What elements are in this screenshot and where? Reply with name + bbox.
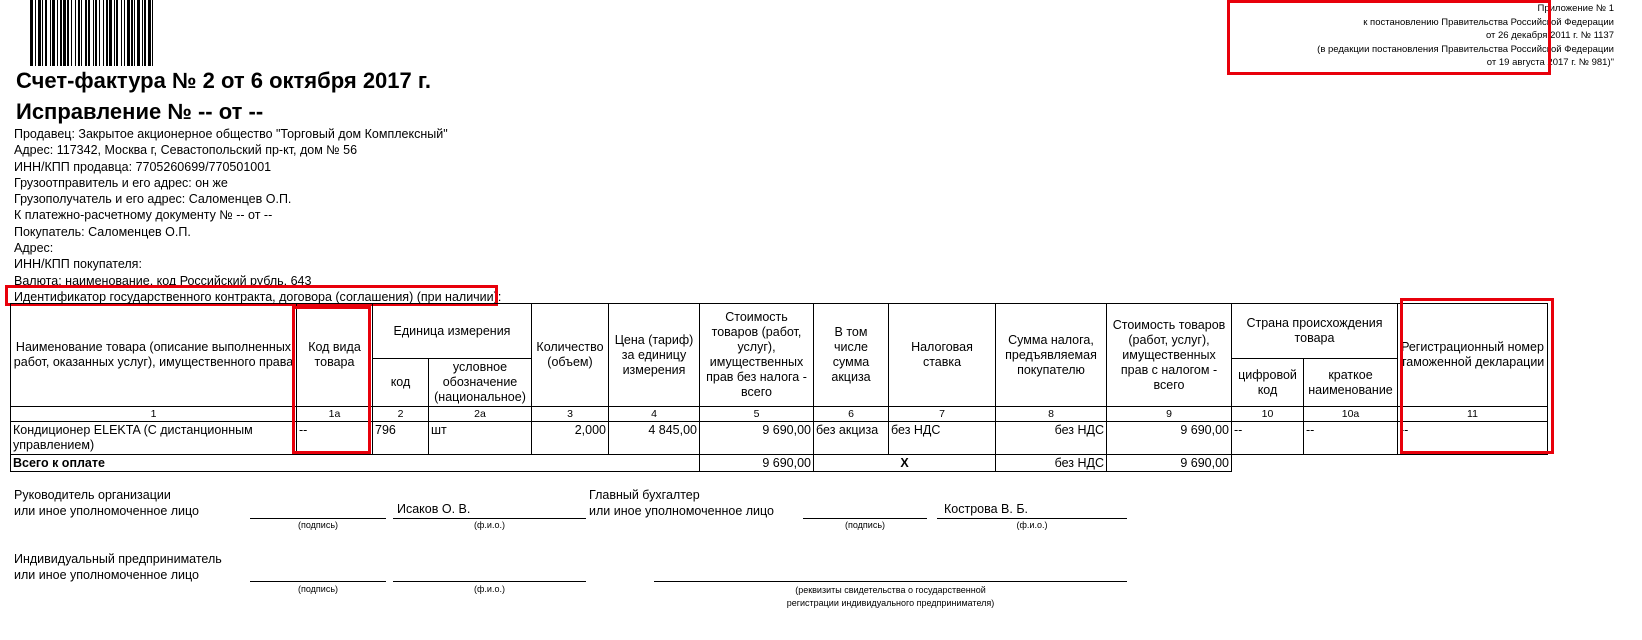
barcode-bar <box>85 0 87 66</box>
header-type-code: Код вида товара <box>297 304 373 407</box>
total-row <box>11 455 1548 472</box>
barcode-bar <box>67 0 69 66</box>
col-number: 6 <box>814 407 889 422</box>
header-price: Цена (тариф) за единицу измерения <box>609 304 700 407</box>
col-number: 2 <box>373 407 429 422</box>
barcode-bar <box>137 0 140 66</box>
column-numbers-row <box>11 407 1548 422</box>
table-row <box>11 422 1548 455</box>
cell-name: Кондиционер ELEKTA (С дистанционным управлением) <box>11 422 297 455</box>
contract-id: Идентификатор государственного контракта, договора (соглашения) (при наличии): <box>14 289 502 304</box>
col-number: 5 <box>700 407 814 422</box>
buyer-address: Адрес: <box>14 241 54 256</box>
header-tax-sum: Сумма налога, предъявляемая покупателю <box>996 304 1107 407</box>
header-cost-no-tax: Стоимость товаров (работ, услуг), имущественных прав без налога - всего <box>700 304 814 407</box>
header-unit: Единица измерения <box>373 304 532 359</box>
head-fio-line <box>393 518 586 519</box>
barcode-bar <box>50 0 51 66</box>
seller-address: Адрес: 117342, Москва г, Севастопольский пр-кт, дом № 56 <box>14 143 358 158</box>
barcode-bar <box>114 0 115 66</box>
appendix-line: Приложение № 1 <box>1537 3 1614 14</box>
head-name: Исаков О. В. <box>397 502 471 516</box>
ip-label-line2: или иное уполномоченное лицо <box>14 568 200 582</box>
cell-unit-code: 796 <box>373 422 429 455</box>
seller: Продавец: Закрытое акционерное общество "Торговый дом Комплексный" <box>14 127 448 141</box>
total-label: Всего к оплате <box>11 455 700 472</box>
total-cost-with-tax: 9 690,00 <box>1107 455 1232 472</box>
cell-reg-number: -- <box>1398 422 1548 455</box>
caption-fio: (ф.и.о.) <box>1016 520 1048 530</box>
cell-country-code: -- <box>1232 422 1304 455</box>
caption-registration-line2: регистрации индивидуального предпринимателя) <box>786 598 995 608</box>
barcode-bar <box>93 0 94 66</box>
col-number: 4 <box>609 407 700 422</box>
barcode-bar <box>121 0 122 66</box>
appendix-note <box>1317 2 1614 70</box>
col-number: 9 <box>1107 407 1232 422</box>
head-signature-line <box>250 518 386 519</box>
barcode-bar <box>42 0 43 66</box>
caption-registration <box>654 584 1127 610</box>
cell-tax-sum: без НДС <box>996 422 1107 455</box>
ip-label-line1: Индивидуальный предприниматель <box>14 552 222 566</box>
head-label-line1: Руководитель организации <box>14 488 171 502</box>
col-number: 1 <box>11 407 297 422</box>
caption-signature: (подпись) <box>297 520 339 530</box>
barcode-bar <box>134 0 135 66</box>
barcode-bar <box>131 0 133 66</box>
col-number: 2а <box>429 407 532 422</box>
barcode-bar <box>148 0 151 66</box>
ip-registration-line <box>654 581 1127 582</box>
total-cost-no-tax: 9 690,00 <box>700 455 814 472</box>
seller-inn: ИНН/КПП продавца: 7705260699/770501001 <box>14 159 272 174</box>
buyer-inn: ИНН/КПП покупателя: <box>14 257 142 272</box>
barcode-bar <box>109 0 112 66</box>
total-tax-sum: без НДС <box>996 455 1107 472</box>
caption-registration-line1: (реквизиты свидетельства о государственной <box>795 585 986 595</box>
barcode-bar <box>45 0 47 66</box>
cell-qty: 2,000 <box>532 422 609 455</box>
accountant-fio-line <box>937 518 1127 519</box>
accountant-label-line2: или иное уполномоченное лицо <box>589 504 775 518</box>
barcode-bar <box>95 0 97 66</box>
buyer: Покупатель: Саломенцев О.П. <box>14 224 191 239</box>
barcode-bar <box>78 0 80 66</box>
cell-cost-no-tax: 9 690,00 <box>700 422 814 455</box>
header-name: Наименование товара (описание выполненных работ, оказанных услуг), имущественного права <box>11 304 297 407</box>
accountant-name: Кострова В. Б. <box>944 502 1028 516</box>
barcode <box>30 0 255 66</box>
header-unit-code: код <box>373 359 429 407</box>
cell-tax-rate: без НДС <box>889 422 996 455</box>
header-country-name: краткое наименование <box>1304 359 1398 407</box>
head-label-line2: или иное уполномоченное лицо <box>14 504 200 518</box>
barcode-bar <box>152 0 153 66</box>
header-country-code: цифровой код <box>1232 359 1304 407</box>
accountant-label <box>589 487 774 519</box>
cell-price: 4 845,00 <box>609 422 700 455</box>
consignee: Грузополучатель и его адрес: Саломенцев О.П. <box>14 192 292 207</box>
header-reg-number: Регистрационный номер таможенной декларации <box>1398 304 1548 407</box>
appendix-line: от 26 декабря 2011 г. № 1137 <box>1485 30 1614 41</box>
ip-label <box>14 551 222 583</box>
invoice-info <box>14 126 501 305</box>
barcode-bar <box>57 0 58 66</box>
payment-doc: К платежно-расчетному документу № -- от -- <box>14 208 273 223</box>
barcode-bar <box>81 0 82 66</box>
barcode-bar <box>124 0 125 66</box>
caption-signature: (подпись) <box>297 584 339 594</box>
accountant-signature-line <box>803 518 927 519</box>
barcode-bar <box>52 0 55 66</box>
header-country: Страна происхождения товара <box>1232 304 1398 359</box>
barcode-bar <box>106 0 108 66</box>
caption-fio: (ф.и.о.) <box>474 584 505 594</box>
col-number: 1а <box>297 407 373 422</box>
cell-cost-with-tax: 9 690,00 <box>1107 422 1232 455</box>
barcode-bar <box>75 0 76 66</box>
appendix-line: (в редакции постановления Правительства Российской Федерации <box>1317 43 1614 55</box>
appendix-line: от 19 августа 2017 г. № 981)" <box>1486 57 1614 68</box>
barcode-bar <box>88 0 90 66</box>
barcode-bar <box>127 0 130 66</box>
total-mark: X <box>814 455 996 472</box>
ip-signature-line <box>250 581 386 582</box>
accountant-label-line1: Главный бухгалтер <box>589 488 700 502</box>
caption-fio: (ф.и.о.) <box>474 520 505 530</box>
cell-excise: без акциза <box>814 422 889 455</box>
consignor: Грузоотправитель и его адрес: он же <box>14 175 228 190</box>
caption-signature: (подпись) <box>844 520 886 530</box>
currency: Валюта: наименование, код Российский рубль, 643 <box>14 273 312 288</box>
cell-unit-symbol: шт <box>429 422 532 455</box>
col-number: 8 <box>996 407 1107 422</box>
col-number: 10а <box>1304 407 1398 422</box>
barcode-bar <box>71 0 72 66</box>
barcode-bar <box>144 0 146 66</box>
header-cost-with-tax: Стоимость товаров (работ, услуг), имущественных прав с налогом - всего <box>1107 304 1232 407</box>
correction-title: Исправление № -- от -- <box>16 99 264 124</box>
barcode-bar <box>60 0 62 66</box>
barcode-bar <box>116 0 118 66</box>
ip-fio-line <box>393 581 586 582</box>
barcode-bar <box>38 0 41 66</box>
barcode-bar <box>103 0 104 66</box>
header-tax-rate: Налоговая ставка <box>889 304 996 407</box>
col-number: 11 <box>1398 407 1548 422</box>
barcode-bar <box>99 0 100 66</box>
invoice-title: Счет-фактура № 2 от 6 октября 2017 г. <box>16 68 431 93</box>
head-label <box>14 487 199 519</box>
header-unit-symbol: условное обозначение (национальное) <box>429 359 532 407</box>
col-number: 10 <box>1232 407 1304 422</box>
barcode-bar <box>142 0 143 66</box>
appendix-line: к постановлению Правительства Российской Федерации <box>1363 16 1614 28</box>
cell-country-name: -- <box>1304 422 1398 455</box>
header-excise: В том числе сумма акциза <box>814 304 889 407</box>
col-number: 7 <box>889 407 996 422</box>
barcode-bar <box>63 0 66 66</box>
cell-type-code: -- <box>297 422 373 455</box>
barcode-bar <box>30 0 33 66</box>
header-qty: Количество (объем) <box>532 304 609 407</box>
col-number: 3 <box>532 407 609 422</box>
invoice-table <box>10 303 1548 472</box>
barcode-bar <box>35 0 36 66</box>
